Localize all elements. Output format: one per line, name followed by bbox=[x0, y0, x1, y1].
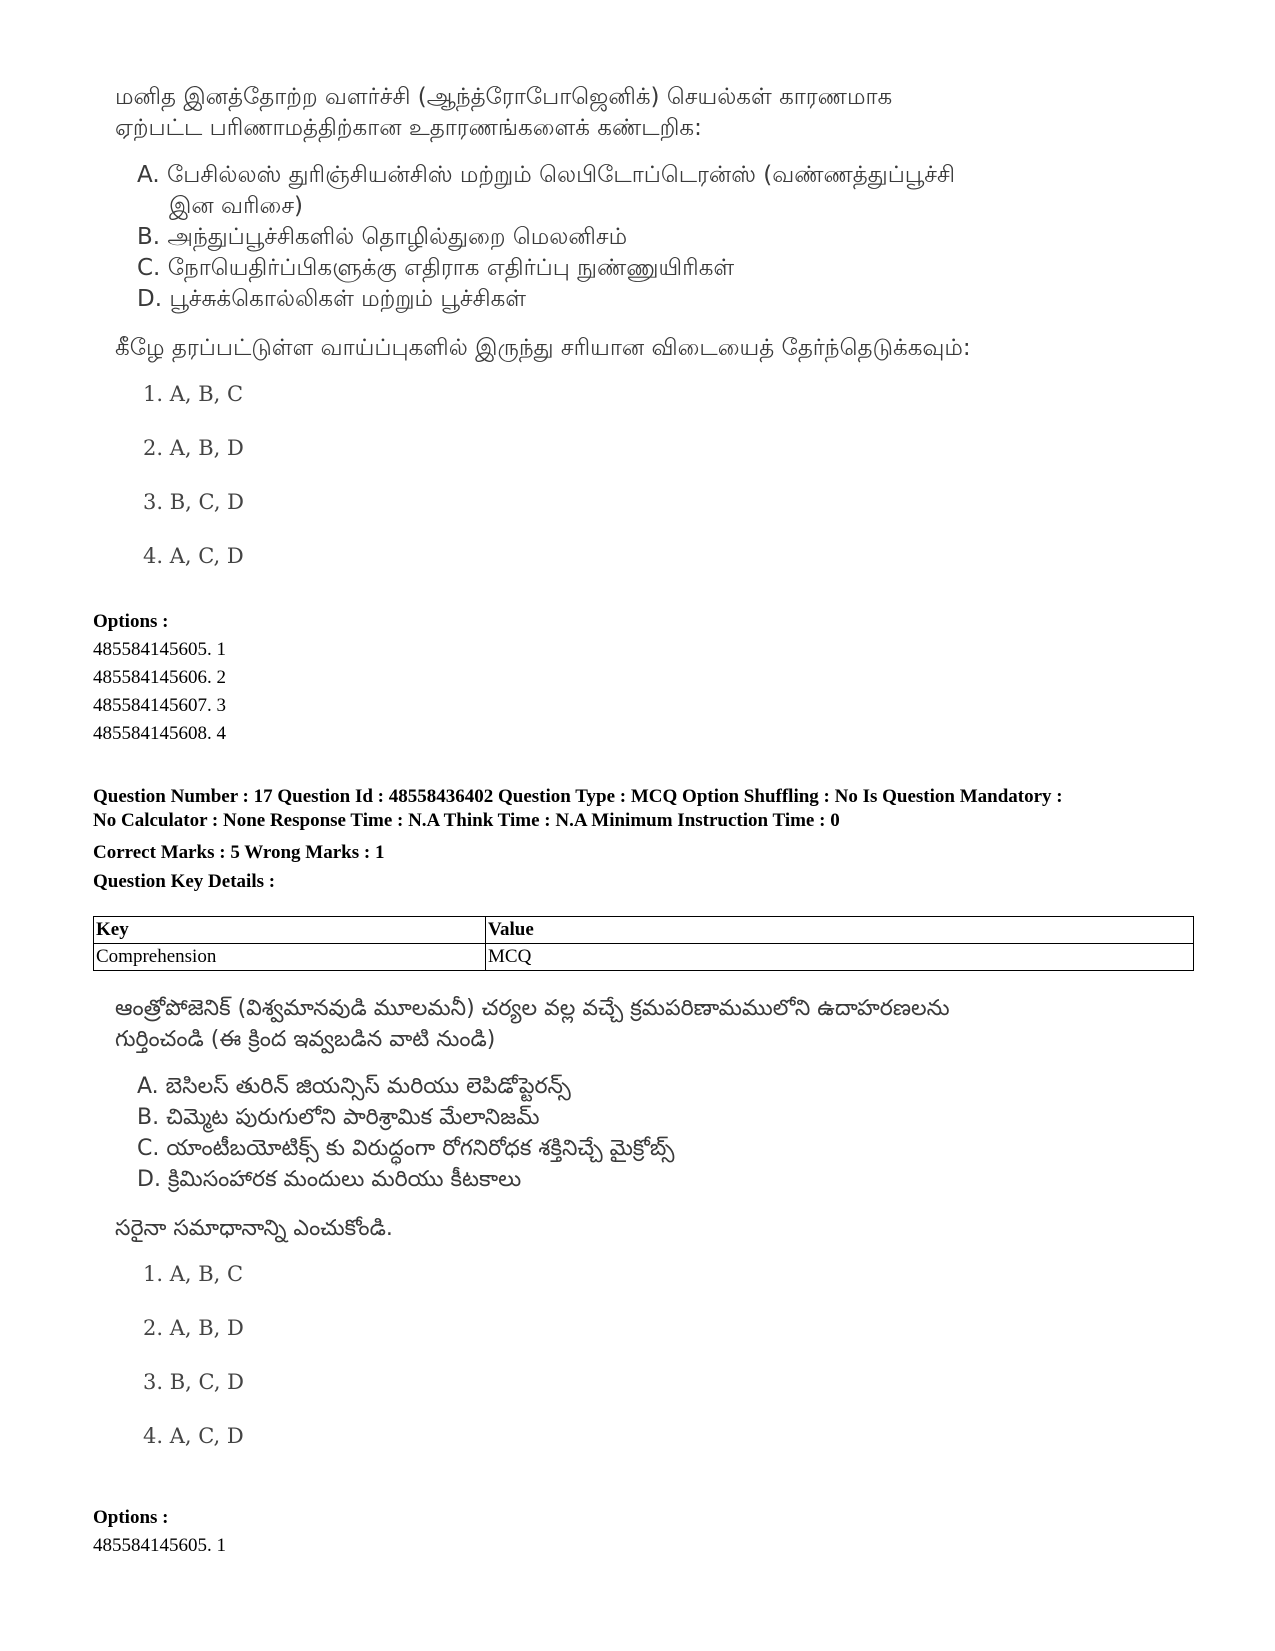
statement-item: A. பேசில்லஸ் துரிஞ்சியன்சிஸ் மற்றும் லெபிடோப்டெரன்ஸ் (வண்ணத்துப்பூச்சி இன வரிசை) bbox=[137, 162, 956, 219]
statement-item: D. பூச்சுக்கொல்லிகள் மற்றும் பூச்சிகள் bbox=[137, 286, 527, 312]
table-cell: MCQ bbox=[486, 944, 1194, 971]
question-image-tamil bbox=[115, 82, 971, 595]
choice-item: 4. A, C, D bbox=[143, 1424, 244, 1448]
statement-item: D. క్రిమిసంహారక మందులు మరియు కీటకాలు bbox=[137, 1167, 522, 1192]
choice-item: 3. B, C, D bbox=[143, 490, 245, 514]
key-details-label: Question Key Details : bbox=[93, 871, 276, 892]
table-header-cell: Key bbox=[94, 917, 486, 944]
statement-item: B. చిమ్మెట పురుగులోని పారిశ్రామిక మేలానిజమ్ bbox=[137, 1105, 540, 1130]
instruction-text: సరైనా సమాధానాన్ని ఎంచుకోండి. bbox=[115, 1216, 393, 1241]
table-row bbox=[94, 944, 1194, 971]
choice-list bbox=[143, 1259, 950, 1475]
metadata-line: No Calculator : None Response Time : N.A Think Time : N.A Minimum Instruction Time : 0 bbox=[93, 810, 840, 831]
question-text-line: గుర్తించండి (ఈ క్రింద ఇవ్వబడిన వాటి నుండి) bbox=[115, 1027, 496, 1052]
question-metadata bbox=[93, 785, 1063, 833]
metadata-line: Question Number : 17 Question Id : 48558436402 Question Type : MCQ Option Shuffling : No Is Question Mandatory : bbox=[93, 786, 1063, 807]
table-header-row bbox=[94, 917, 1194, 944]
marks-line: Correct Marks : 5 Wrong Marks : 1 bbox=[93, 842, 385, 863]
choice-item: 3. B, C, D bbox=[143, 1370, 245, 1394]
statement-item: B. அந்துப்பூச்சிகளில் தொழில்துறை மெலனிசம் bbox=[137, 224, 628, 250]
question-text-line: மனித இனத்தோற்ற வளர்ச்சி (ஆந்த்ரோபோஜெனிக்) செயல்கள் காரணமாக bbox=[115, 84, 893, 110]
option-item: 485584145606. 2 bbox=[93, 667, 226, 688]
option-item: 485584145608. 4 bbox=[93, 723, 226, 744]
statement-item: C. நோயெதிர்ப்பிகளுக்கு எதிராக எதிர்ப்பு நுண்ணுயிரிகள் bbox=[137, 255, 735, 281]
options-block bbox=[93, 1504, 226, 1560]
statement-item: C. యాంటీబయోటిక్స్ కు విరుద్ధంగా రోగనిరోధక శక్తినిచ్చే మైక్రోబ్స్ bbox=[137, 1136, 675, 1161]
statement-item: A. బెసిలస్ తురిన్ జియన్సిస్ మరియు లెపిడోప్టెరన్స్ bbox=[137, 1074, 571, 1099]
options-label: Options : bbox=[93, 611, 169, 632]
option-item: 485584145605. 1 bbox=[93, 1535, 226, 1556]
options-block bbox=[93, 608, 226, 748]
choice-item: 4. A, C, D bbox=[143, 544, 244, 568]
table-cell: Comprehension bbox=[94, 944, 486, 971]
option-item: 485584145605. 1 bbox=[93, 639, 226, 660]
choice-item: 1. A, B, C bbox=[143, 382, 244, 406]
question-text-line: ఆంత్రోపోజెనిక్ (విశ్వమానవుడి మూలమనీ) చర్యల వల్ల వచ్చే క్రమపరిణామములోని ఉదాహరణలను bbox=[115, 996, 950, 1021]
choice-list bbox=[143, 379, 971, 595]
table-header-cell: Value bbox=[486, 917, 1194, 944]
option-item: 485584145607. 3 bbox=[93, 695, 226, 716]
choice-item: 2. A, B, D bbox=[143, 436, 244, 460]
choice-item: 2. A, B, D bbox=[143, 1316, 244, 1340]
instruction-text: கீழே தரப்பட்டுள்ள வாய்ப்புகளில் இருந்து சரியான விடையைத் தேர்ந்தெடுக்கவும்: bbox=[115, 335, 971, 361]
question-text-line: ஏற்பட்ட பரிணாமத்திற்கான உதாரணங்களைக் கண்டறிக: bbox=[115, 115, 702, 141]
choice-item: 1. A, B, C bbox=[143, 1262, 244, 1286]
options-label: Options : bbox=[93, 1507, 169, 1528]
key-details-table bbox=[93, 916, 1194, 971]
question-image-telugu bbox=[115, 993, 950, 1475]
